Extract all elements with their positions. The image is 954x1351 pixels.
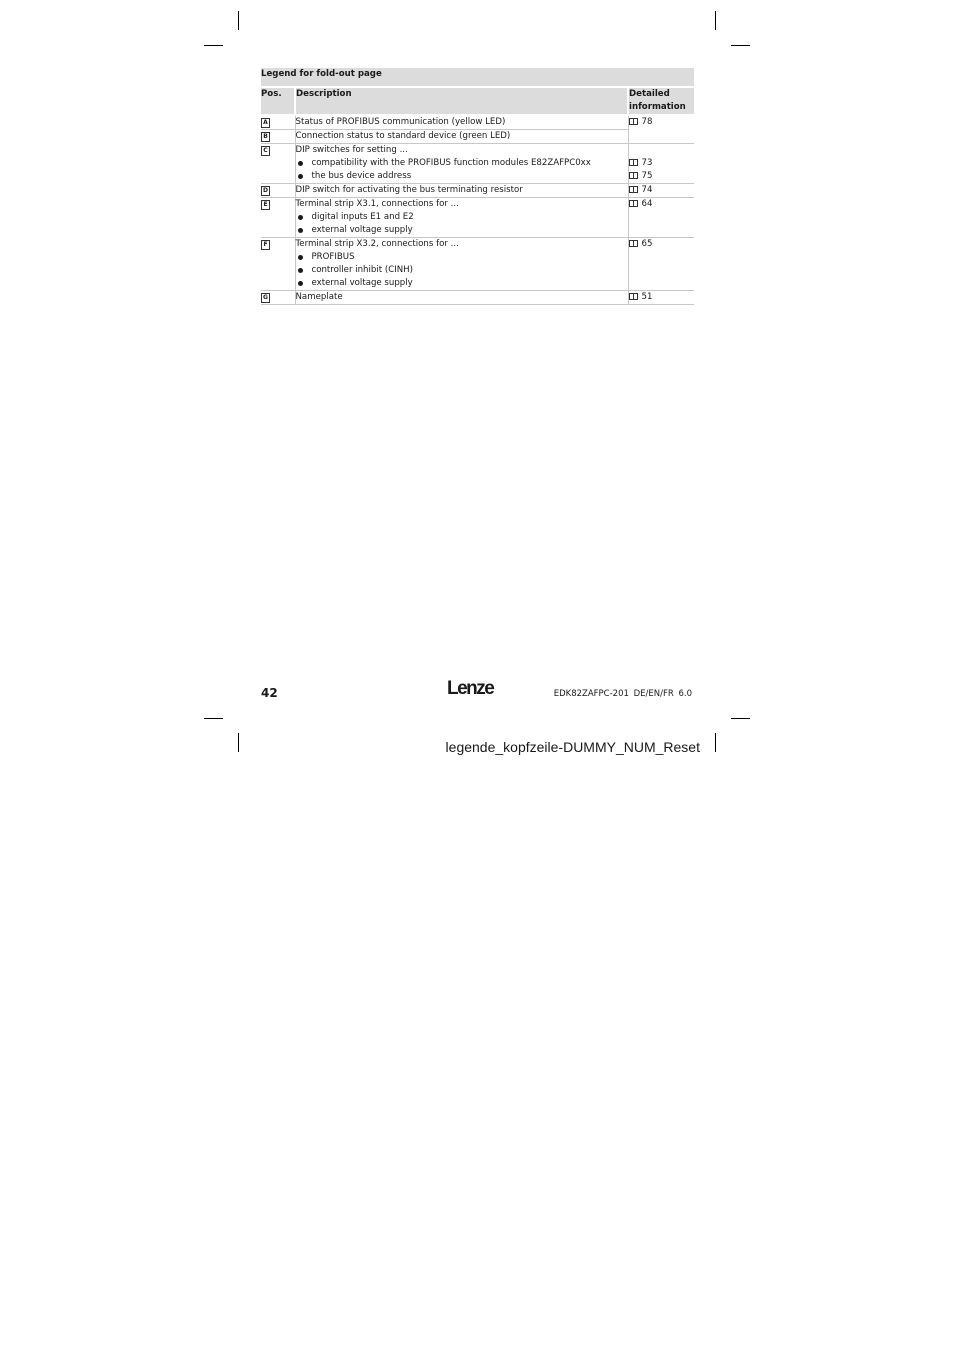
bullet-item: external voltage supply xyxy=(296,224,628,237)
table-caption: Legend for fold-out page xyxy=(261,68,694,87)
page-number: 42 xyxy=(261,686,278,700)
description-cell xyxy=(295,198,628,238)
crop-mark xyxy=(204,718,223,719)
lenze-logo: Lenze xyxy=(447,678,494,699)
table-row xyxy=(261,130,694,144)
bullet-item: compatibility with the PROFIBUS function modules E82ZAFPC0xx xyxy=(296,157,628,170)
book-icon xyxy=(629,118,638,125)
column-header-info-line1: Detailed xyxy=(629,89,670,99)
crop-mark xyxy=(204,45,223,46)
page-reference-number: 78 xyxy=(641,117,653,127)
pos-cell xyxy=(261,291,295,305)
description-cell xyxy=(295,130,628,144)
crop-mark xyxy=(715,733,716,752)
book-icon xyxy=(629,240,638,247)
table-row xyxy=(261,115,694,130)
page-reference xyxy=(629,157,695,170)
crop-mark xyxy=(731,718,750,719)
position-marker: E xyxy=(261,200,270,210)
info-cell xyxy=(628,238,694,291)
book-icon xyxy=(629,172,638,179)
description-cell xyxy=(295,238,628,291)
description-cell xyxy=(295,184,628,198)
bullet-item: the bus device address xyxy=(296,170,628,183)
description-cell xyxy=(295,291,628,305)
column-header-description: Description xyxy=(295,87,628,115)
page-reference xyxy=(629,184,695,197)
page-reference-number: 73 xyxy=(641,158,653,168)
page-reference xyxy=(629,198,695,211)
page-reference xyxy=(629,291,695,304)
crop-mark xyxy=(715,11,716,30)
table-row xyxy=(261,144,694,184)
description-text: DIP switches for setting ... xyxy=(295,145,408,155)
page-reference-number: 65 xyxy=(641,239,653,249)
legend-table xyxy=(261,68,694,305)
crop-mark xyxy=(238,11,239,30)
dummy-footer-text: legende_kopfzeile-DUMMY_NUM_Reset xyxy=(445,739,700,755)
info-cell xyxy=(628,184,694,198)
position-marker: D xyxy=(261,186,270,196)
book-icon xyxy=(629,200,638,207)
description-text: Nameplate xyxy=(295,292,343,302)
pos-cell xyxy=(261,238,295,291)
pos-cell xyxy=(261,144,295,184)
info-cell xyxy=(628,130,694,144)
description-cell xyxy=(295,115,628,130)
pos-cell xyxy=(261,115,295,130)
position-marker: B xyxy=(261,132,270,142)
document-id: EDK82ZAFPC-201 DE/EN/FR 6.0 xyxy=(553,689,692,699)
bullet-item: controller inhibit (CINH) xyxy=(296,264,628,277)
book-icon xyxy=(629,293,638,300)
description-cell xyxy=(295,144,628,184)
book-icon xyxy=(629,159,638,166)
column-header-info xyxy=(628,87,694,115)
info-cell xyxy=(628,144,694,184)
description-text: Connection status to standard device (green LED) xyxy=(295,131,511,141)
page-reference-number: 51 xyxy=(641,292,653,302)
description-text: DIP switch for activating the bus terminating resistor xyxy=(295,185,523,195)
pos-cell xyxy=(261,198,295,238)
position-marker: A xyxy=(261,118,270,128)
position-marker: G xyxy=(261,293,270,303)
bullet-item: PROFIBUS xyxy=(296,251,628,264)
page-reference xyxy=(629,116,695,129)
column-header-info-line2: information xyxy=(629,102,686,112)
bullet-item: external voltage supply xyxy=(296,277,628,290)
crop-mark xyxy=(731,45,750,46)
position-marker: C xyxy=(261,146,270,156)
page-reference-number: 64 xyxy=(641,199,653,209)
page-reference-number: 75 xyxy=(641,171,653,181)
table-row xyxy=(261,291,694,305)
crop-mark xyxy=(238,733,239,752)
bullet-item: digital inputs E1 and E2 xyxy=(296,211,628,224)
legend-body xyxy=(261,115,694,305)
position-marker: F xyxy=(261,240,270,250)
description-text: Terminal strip X3.1, connections for ... xyxy=(295,199,459,209)
page-reference xyxy=(629,238,695,251)
description-text: Status of PROFIBUS communication (yellow LED) xyxy=(295,117,506,127)
pos-cell xyxy=(261,184,295,198)
table-row xyxy=(261,198,694,238)
page-reference-number: 74 xyxy=(641,185,653,195)
table-row xyxy=(261,238,694,291)
info-cell xyxy=(628,198,694,238)
table-row xyxy=(261,184,694,198)
info-cell xyxy=(628,115,694,130)
info-cell xyxy=(628,291,694,305)
column-header-pos: Pos. xyxy=(261,87,295,115)
pos-cell xyxy=(261,130,295,144)
book-icon xyxy=(629,186,638,193)
description-text: Terminal strip X3.2, connections for ... xyxy=(295,239,459,249)
page-reference xyxy=(629,170,695,183)
